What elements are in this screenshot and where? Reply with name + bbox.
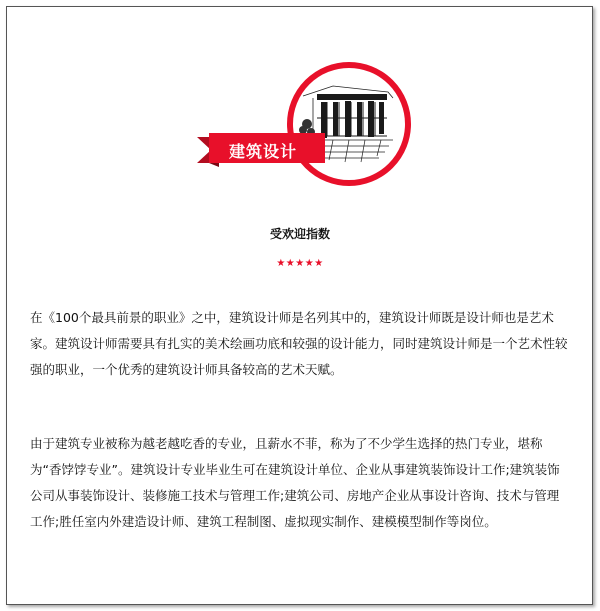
category-label: 建筑设计 xyxy=(229,142,298,161)
star-rating: ★★★★★ xyxy=(276,258,324,269)
building-sketch-image xyxy=(287,62,411,186)
category-ribbon xyxy=(197,133,325,167)
paragraph-career: 由于建筑专业被称为越老越吃香的专业，且薪水不菲，称为了不少学生选择的热门专业，堪称为“香饽饽专业”。建筑设计专业毕业生可在建筑设计单位、企业从事建筑装饰设计工作;建筑装饰公司从事装饰设计、装修施工技术与管理工作;建筑公司、房地产企业从事设计咨询、技术与管理工作;胜任室内外建造设计师、建筑工程制图、虚拟现实制作、建模模型制作等岗位。 xyxy=(30,436,560,529)
popularity-label: 受欢迎指数 xyxy=(269,227,330,241)
paragraph-intro: 在《100个最具前景的职业》之中，建筑设计师是名列其中的，建筑设计师既是设计师也是艺术家。建筑设计师需要具有扎实的美术绘画功底和较强的设计能力，同时建筑设计师是一个艺术性较强的职业，一个优秀的建筑设计师具备较高的艺术天赋。 xyxy=(30,310,568,377)
